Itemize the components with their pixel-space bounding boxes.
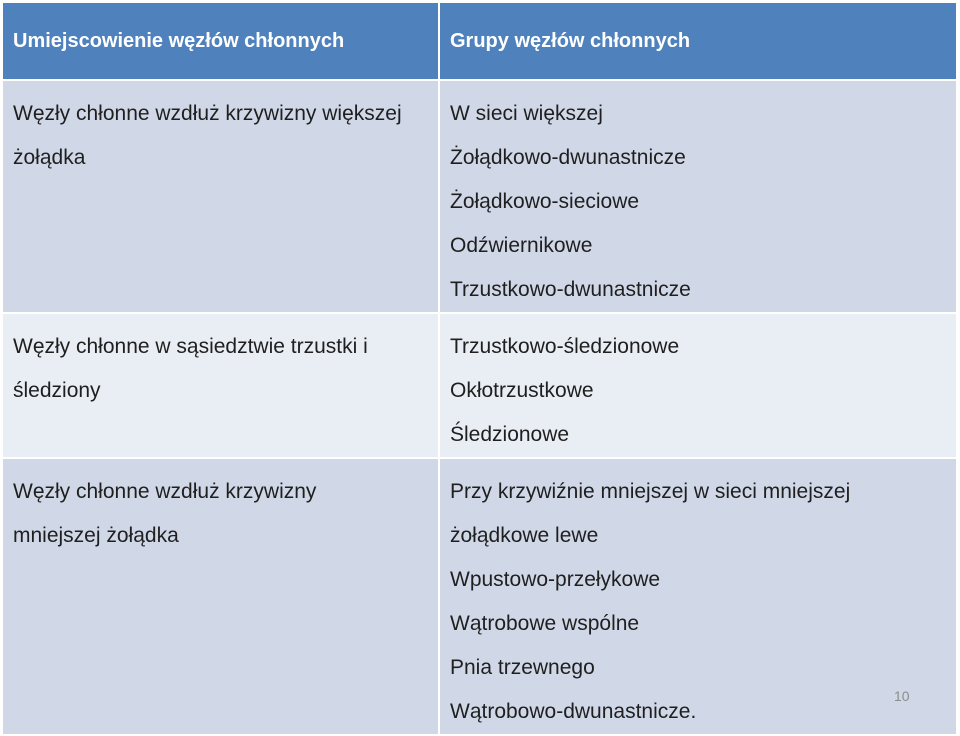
- groups-cell: [439, 80, 957, 313]
- location-line: żołądka: [13, 146, 86, 169]
- group-item: W sieci większej: [450, 102, 603, 125]
- lymph-node-table: [1, 1, 958, 736]
- location-cell: [2, 313, 439, 458]
- table-row: [2, 313, 957, 458]
- group-item: Wątrobowe wspólne: [450, 612, 640, 635]
- groups-cell: [439, 313, 957, 458]
- group-item: Żołądkowo-dwunastnicze: [450, 146, 686, 169]
- group-item: Śledzionowe: [450, 423, 570, 446]
- location-line: śledziony: [13, 379, 101, 402]
- group-item: Trzustkowo-dwunastnicze: [450, 278, 691, 301]
- location-line: Węzły chłonne w sąsiedztwie trzustki i: [13, 335, 368, 358]
- location-line: mniejszej żołądka: [13, 524, 179, 547]
- group-item: Przy krzywiźnie mniejszej w sieci mniejszej: [450, 480, 851, 503]
- header-groups: Grupy węzłów chłonnych: [439, 2, 957, 80]
- location-line: Węzły chłonne wzdłuż krzywizny większej: [13, 102, 402, 125]
- group-item: Trzustkowo-śledzionowe: [450, 335, 680, 358]
- location-cell: [2, 80, 439, 313]
- location-line: Węzły chłonne wzdłuż krzywizny: [13, 480, 317, 503]
- groups-cell: [439, 458, 957, 735]
- table-row: [2, 80, 957, 313]
- group-item: Wątrobowo-dwunastnicze.: [450, 700, 697, 723]
- slide-number: 10: [894, 688, 910, 704]
- group-item: Wpustowo-przełykowe: [450, 568, 661, 591]
- location-cell: [2, 458, 439, 735]
- group-item: Odźwiernikowe: [450, 234, 593, 257]
- table-header-row: [2, 2, 957, 80]
- table-row: [2, 458, 957, 735]
- header-location: Umiejscowienie węzłów chłonnych: [2, 2, 439, 80]
- group-item: Żołądkowo-sieciowe: [450, 190, 640, 213]
- group-item: Pnia trzewnego: [450, 656, 595, 679]
- group-item: Okłotrzustkowe: [450, 379, 594, 402]
- group-item: żołądkowe lewe: [450, 524, 599, 547]
